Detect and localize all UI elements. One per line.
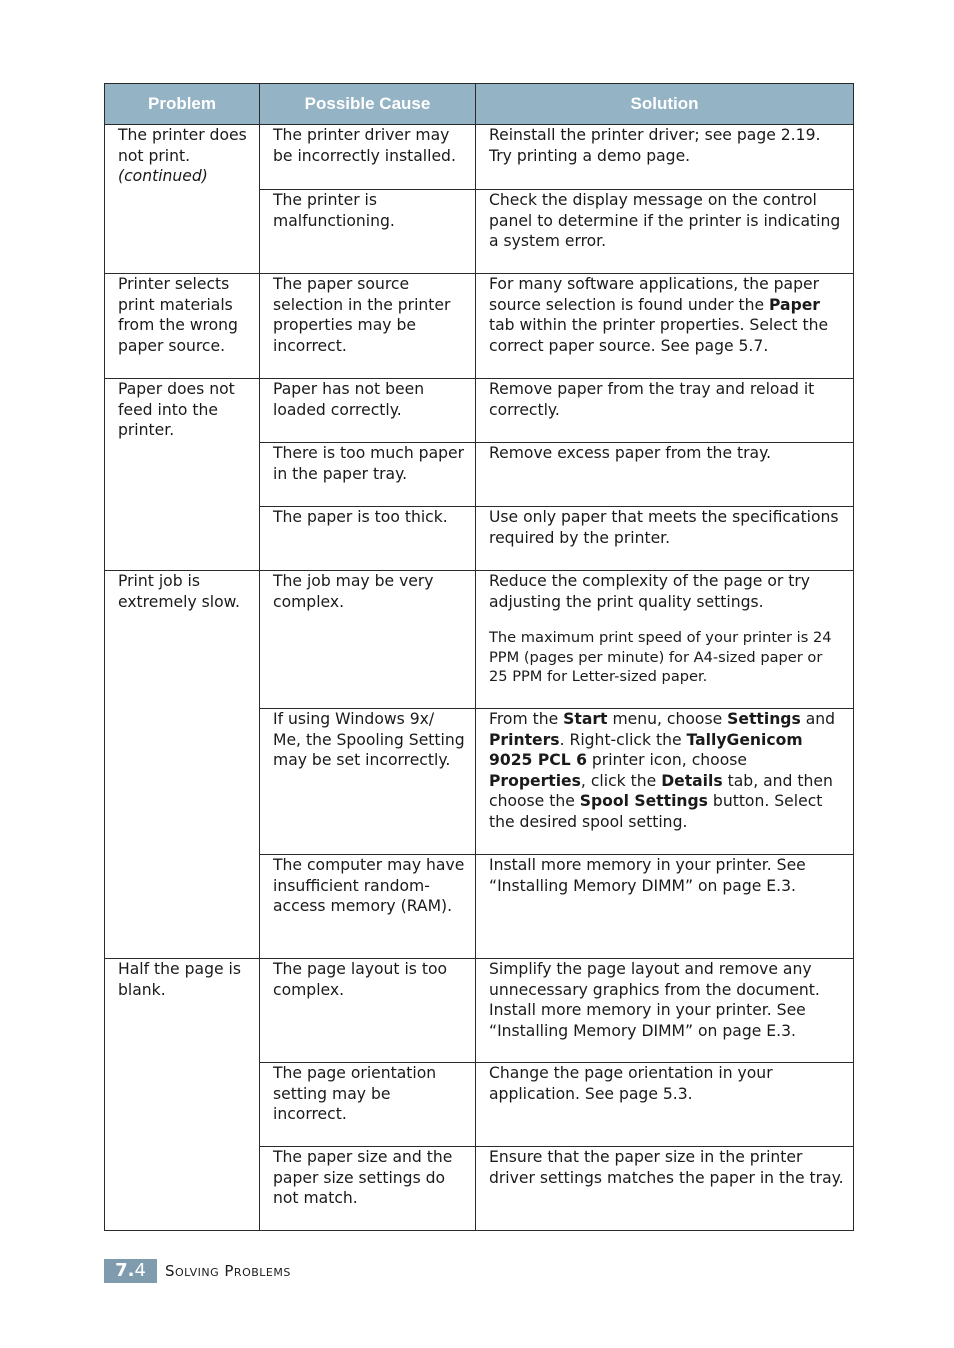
solution-bold-text: TallyGenicom 9025 PCL 6	[489, 730, 803, 769]
cause-cell: If using Windows 9x/ Me, the Spooling Setting may be set incorrectly.	[260, 709, 476, 855]
solution-text: menu, choose	[607, 710, 728, 728]
solution-text: tab, and then choose the	[489, 771, 833, 810]
solution-cell: Ensure that the paper size in the printer driver settings matches the paper in the tray.	[476, 1147, 854, 1231]
solution-text: printer icon, choose	[586, 751, 747, 769]
table-row	[105, 571, 854, 709]
solution-text: , click the	[580, 771, 662, 790]
solution-cell: Remove paper from the tray and reload it correctly.	[476, 379, 854, 443]
table-row	[105, 125, 854, 190]
solution-cell: Install more memory in your printer. See “Installing Memory DIMM” on page E.3.	[476, 855, 854, 959]
solution-cell: Remove excess paper from the tray.	[476, 443, 854, 507]
problem-cell	[105, 125, 260, 274]
troubleshooting-table	[104, 83, 854, 1231]
solution-bold-text: Details	[661, 771, 723, 790]
table-header-row	[105, 84, 854, 125]
page-number-badge	[104, 1259, 157, 1283]
solution-cell: Use only paper that meets the specifications required by the printer.	[476, 507, 854, 571]
problem-cell: Print job is extremely slow.	[105, 571, 260, 959]
cause-cell: The printer driver may be incorrectly installed.	[260, 125, 476, 190]
solution-cell: Reinstall the printer driver; see page 2.19. Try printing a demo page.	[476, 125, 854, 190]
table-row	[105, 274, 854, 379]
solution-text: Reduce the complexity of the page or try adjusting the print quality settings.	[489, 572, 810, 611]
problem-cell: Printer selects print materials from the wrong paper source.	[105, 274, 260, 379]
solution-cell	[476, 274, 854, 379]
solution-note: The maximum print speed of your printer is 24 PPM (pages per minute) for A4-sized paper or 25 PPM for Letter-sized paper.	[489, 629, 832, 685]
solution-bold-text: Settings	[727, 710, 801, 728]
header-possible-cause: Possible Cause	[260, 84, 476, 125]
cause-cell: The paper is too thick.	[260, 507, 476, 571]
solution-cell: Simplify the page layout and remove any unnecessary graphics from the document. Install more memory in your printer. See “Installing Memory DIMM” on page E.3.	[476, 959, 854, 1063]
solution-text: and	[800, 710, 836, 728]
solution-cell	[476, 709, 854, 855]
cause-cell: The job may be very complex.	[260, 571, 476, 709]
cause-cell: The page orientation setting may be incorrect.	[260, 1063, 476, 1147]
table-row	[105, 379, 854, 443]
solution-text: tab within the printer properties. Select the correct paper source. See page 5.7.	[489, 316, 829, 355]
solution-bold-text: Start	[563, 710, 608, 728]
solution-bold-text: Printers	[489, 730, 560, 749]
solution-bold-text: Spool Settings	[579, 792, 708, 810]
solution-cell: Change the page orientation in your application. See page 5.3.	[476, 1063, 854, 1147]
cause-cell: The printer is malfunctioning.	[260, 190, 476, 274]
problem-text: The printer does not print.	[118, 126, 247, 165]
cause-cell: The computer may have insufficient random-access memory (RAM).	[260, 855, 476, 959]
solution-cell	[476, 571, 854, 709]
problem-cell: Paper does not feed into the printer.	[105, 379, 260, 571]
cause-cell: The paper size and the paper size settings do not match.	[260, 1147, 476, 1231]
page-number-major: 7.	[115, 1260, 135, 1281]
solution-text: From the	[489, 710, 564, 728]
cause-cell: Paper has not been loaded correctly.	[260, 379, 476, 443]
solution-text: button. Select the desired spool setting.	[489, 792, 823, 831]
cause-cell: The paper source selection in the printer properties may be incorrect.	[260, 274, 476, 379]
section-title: Solving Problems	[165, 1262, 291, 1280]
header-problem: Problem	[105, 84, 260, 125]
solution-cell: Check the display message on the control panel to determine if the printer is indicating a system error.	[476, 190, 854, 274]
problem-cell: Half the page is blank.	[105, 959, 260, 1231]
page-number-minor: 4	[134, 1260, 146, 1281]
problem-note: (continued)	[118, 167, 208, 185]
cause-cell: The page layout is too complex.	[260, 959, 476, 1063]
table-row	[105, 959, 854, 1063]
header-solution: Solution	[476, 84, 854, 125]
solution-bold-text: Properties	[489, 771, 581, 790]
solution-text: . Right-click the	[559, 730, 687, 749]
solution-bold-text: Paper	[769, 295, 820, 314]
solution-text: For many software applications, the paper source selection is found under the	[489, 275, 820, 314]
cause-cell: There is too much paper in the paper tray.	[260, 443, 476, 507]
